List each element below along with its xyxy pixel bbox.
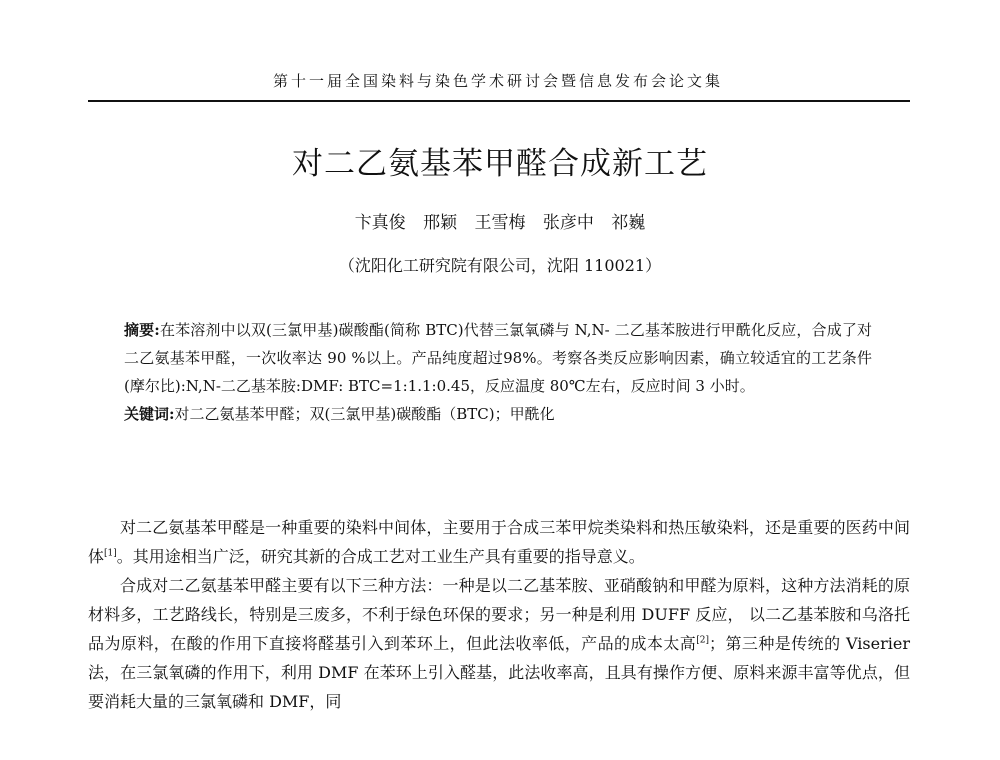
author-list: 卞真俊 邢颖 王雪梅 张彦中 祁巍 bbox=[354, 213, 646, 233]
body-paragraph-2 bbox=[88, 571, 910, 716]
abstract-block bbox=[124, 316, 872, 428]
body-p2-text-b: ；第三种是传统的 Viserier 法，在三氯氧磷的作用下，利用 DMF 在苯环上引入醛基，此法收率高，且具有操作方便、原料来源丰富等优点，但要消耗大量的三氯氧磷和 DMF，同 bbox=[88, 634, 910, 711]
body-text bbox=[88, 513, 910, 716]
header-rule bbox=[88, 100, 910, 102]
abstract-text: 在苯溶剂中以双(三氯甲基)碳酸酯(简称 BTC)代替三氯氧磷与 N,N- 二乙基苯胺进行甲酰化反应，合成了对二乙氨基苯甲醛，一次收率达 90 %以上。产品纯度超过98%。考察各类反应影响因素，确立较适宜的工艺条件(摩尔比):N,N-二乙基苯胺:DMF: BTC=1:1.1:0.45，反应温度 80℃左右，反应时间 3 小时。 bbox=[124, 321, 872, 395]
keywords-label: 关键词: bbox=[124, 405, 175, 423]
citation-ref-1: [1] bbox=[104, 548, 117, 559]
abstract-label: 摘要: bbox=[124, 321, 160, 339]
proceedings-header: 第十一届全国染料与染色学术研讨会暨信息发布会论文集 bbox=[272, 72, 723, 90]
abstract-paragraph bbox=[124, 316, 872, 400]
body-paragraph-1 bbox=[88, 513, 910, 571]
body-p1-text-b: 。其用途相当广泛，研究其新的合成工艺对工业生产具有重要的指导意义。 bbox=[116, 547, 645, 566]
body-p1-text-a: 对二乙氨基苯甲醛是一种重要的染料中间体，主要用于合成三苯甲烷类染料和热压敏染料，还是重要的医药中间体 bbox=[88, 518, 910, 566]
keywords-text: 对二乙氨基苯甲醛；双(三氯甲基)碳酸酯（BTC)；甲酰化 bbox=[174, 405, 555, 423]
paper-title: 对二乙氨基苯甲醛合成新工艺 bbox=[292, 146, 708, 182]
citation-ref-2: [2] bbox=[696, 635, 709, 646]
affiliation: （沈阳化工研究院有限公司，沈阳 110021） bbox=[338, 256, 662, 275]
keywords-paragraph bbox=[124, 400, 872, 428]
body-p2-text-a: 合成对二乙氨基苯甲醛主要有以下三种方法：一种是以二乙基苯胺、亚硝酸钠和甲醛为原料，这种方法消耗的原材料多，工艺路线长，特别是三废多，不利于绿色环保的要求；另一种是利用 DUFF 反应， 以二乙基苯胺和乌洛托品为原料，在酸的作用下直接将醛基引入到苯环上，但此法收率低，产品的成本太高 bbox=[88, 576, 910, 653]
